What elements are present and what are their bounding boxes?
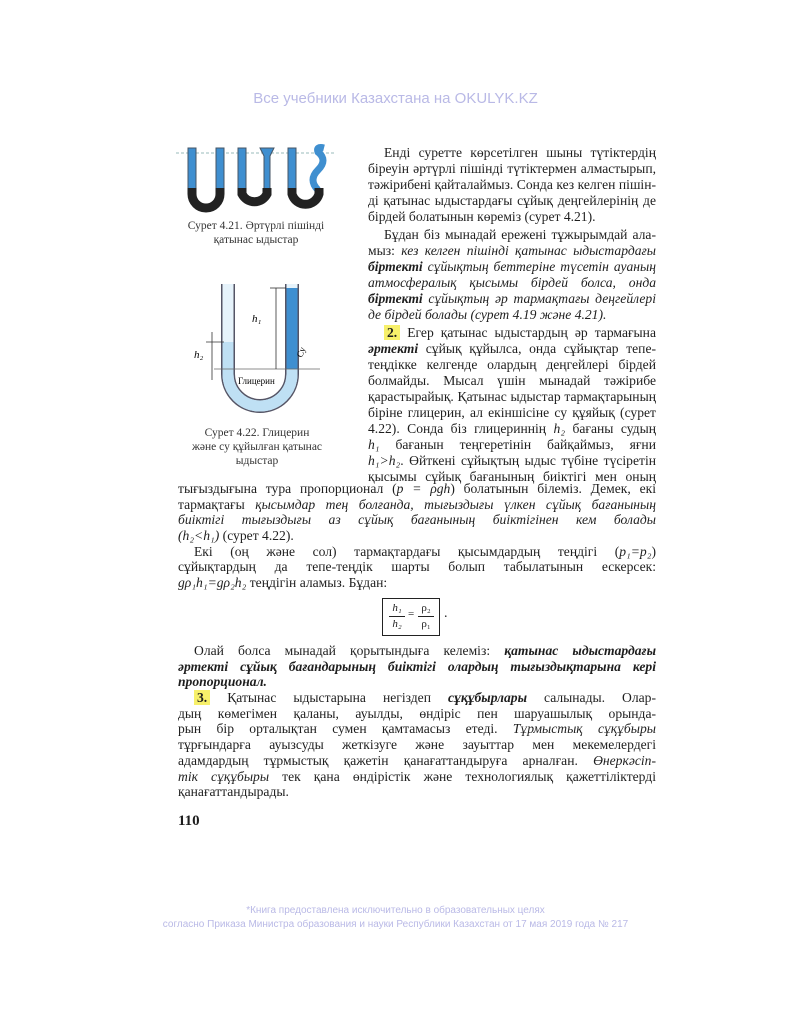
text-line [368,307,656,323]
text-run: сұйықтың беттеріне түсетін ауаның [422,259,656,274]
text-line [178,721,656,737]
text-line [178,769,656,785]
text-line [368,421,656,437]
text-line [368,341,656,357]
text-run: қанағаттандырады. [178,784,289,800]
text-run: салынады. Олар- [527,690,656,706]
watermark: Все учебники Казахстана на OKULYK.KZ [253,90,538,107]
text-line [368,405,656,421]
text-run: рын бір орталықтан сумен қамтамасыз етеді. [178,721,513,737]
caption-line: қатынас ыдыстар [213,234,299,246]
text-line [368,325,656,341]
text-line [178,528,656,544]
figure-4-22-caption [182,426,332,468]
h1-label: h₁ [252,313,262,325]
text-run: ді қатынас ыдыстардағы сұйық деңгейлерінің де [368,193,656,208]
text-line [178,737,656,753]
text-run: болмайды. Мысал үшін мынадай тәжірибе [368,373,656,388]
text-run: атмосфералық қысымы бірдей болса, онда [368,275,656,290]
text-line [178,659,656,675]
text-run: әртекті [368,341,419,356]
text-line [368,259,656,275]
text-run: сұйықтың әр тармақтағы деңгейлері [422,291,656,306]
text-line [368,227,656,243]
highlighted-number: 2. [384,325,400,340]
text-line [368,209,656,225]
text-line [368,357,656,373]
formula-period: . [444,606,448,621]
text-run: тармақтағы [178,496,256,512]
text-run: тек қана өндірістік және технологиялық қажеттіліктерді [269,768,656,784]
text-run: дың көмегімен қаланы, ауылды, өндіріс пен шаруашылық орында- [178,705,656,721]
text-run: кез келген пішінді қатынас ыдыстардағы [401,243,657,258]
text-run: біртекті [368,291,423,306]
caption-line: және су құйылған қатынас [191,441,323,453]
formula-equals: = [408,608,415,620]
text-run: (h₂<h₁) [178,528,220,544]
text-run: ) болатынын білеміз. Демек, екі [450,481,656,496]
text-run: сұқұбырлары [447,690,527,706]
text-line [368,275,656,291]
highlighted-number: 3. [194,690,210,705]
text-run: h₁ [368,437,380,452]
figure-4-21-caption [176,219,336,247]
formula-denominator: ρ₁ [418,616,434,632]
text-run: сұйықтардың да тепе-теңдік шарты болып табылатынын ескерсек: [178,559,656,575]
text-line [178,706,656,722]
tube-1 [188,148,224,208]
footer-notice: согласно Приказа Министра образования и науки Республики Казахстан от 17 мая 2019 года № 217 [162,919,629,930]
text-run: бағанын теңгеретінін байқаймыз, яғни [379,437,656,452]
text-run: тұрғындарға ауызсуды жеткізуге және зауыттар мен мекемелердегі [178,737,656,753]
formula-denominator: h₂ [389,616,405,632]
text-run: Егер қатынас ыдыстардың әр тармағына [400,325,656,340]
text-line [368,243,656,259]
full-width-text-2 [178,643,656,800]
formula-box [382,598,440,636]
text-run: теңдікке келгенде олардың деңгейлері бірдей [368,357,656,372]
text-line [178,481,656,497]
text-run: h₁>h₂ [368,453,401,468]
text-line [178,575,656,591]
text-run: тығыздығына тура пропорционал ( [178,481,397,496]
text-line [178,674,656,690]
text-run: p₁=p₂ [619,543,652,559]
text-run: Олай болса мынадай қорытындыға келеміз: [194,643,505,658]
text-line [368,177,656,193]
text-line [178,544,656,560]
text-line [178,643,656,659]
text-line [368,453,656,469]
figure-4-21-tubes [176,144,336,216]
text-run: адамдардың тұрмыстық қажетін қанағаттандыруға арналған. [178,752,594,768]
text-line [368,389,656,405]
text-run: қысымы сұйық бағанының биіктігі мен оның [368,469,656,484]
text-run: пропорционал. [178,674,267,690]
text-run: сұйық құйылса, онда сұйықтар тепе- [418,341,656,356]
text-run: тік сұқұбыры [178,768,270,784]
text-line [368,145,656,161]
text-line [368,373,656,389]
text-run: біреуін әртүрлі пішінді түтіктермен алмастырып, [368,161,656,176]
formula-numerator: ρ₂ [421,602,431,614]
footer-notice: *Книга предоставлена исключительно в образовательных целях [246,905,545,916]
text-run: Қатынас ыдыстарына негіздеп [210,690,448,706]
text-line [178,690,656,706]
tube-2 [238,148,274,202]
text-line [368,291,656,307]
caption-line: Сурет 4.22. Глицерин [204,427,310,439]
text-run: Енді суретте көрсетілген шыны түтіктердің [384,145,656,160]
text-run: қарастырайық. Қатынас ыдыстар тармақтарының [368,389,656,404]
text-run: . Өйткені сұйықтың ыдыс түбіне түсіретін [400,453,656,468]
h2-label: h₂ [194,349,204,361]
text-run: Екі (оң және сол) тармақтардағы қысымдардың теңдігі ( [194,543,620,559]
page-number: 110 [178,813,200,829]
text-run: мыз: [368,243,402,258]
text-line [178,559,656,575]
caption-line: Сурет 4.21. Әртүрлі пішінді [187,220,325,232]
right-column-text [368,145,656,485]
water-label: Су [294,345,308,359]
text-line [178,512,656,528]
text-line [368,161,656,177]
text-run: бірдей болатынын көреміз (сурет 4.21). [368,209,596,224]
text-run: біртекті [368,259,423,274]
formula-numerator: h₁ [392,602,402,614]
figure-4-22-tube [190,280,320,420]
glycerin-label: Глицерин [238,376,275,386]
text-run: тәжірибені қайталаймыз. Сонда кез келген пішін- [368,177,656,192]
text-run: gρ₁h₁=gρ₂h₂ [178,575,247,591]
text-run: ) [651,543,656,559]
text-run: әртекті сұйық бағандарының биіктігі олардың тығыздықтарына кері [178,658,656,674]
caption-line: ыдыстар [235,455,279,467]
text-run: (сурет 4.22). [219,528,294,544]
text-run: қысымдар тең болғанда, тығыздығы үлкен сұйық бағанының [255,496,656,512]
text-run: де бірдей болады (сурет 4.19 және 4.21). [368,307,607,322]
text-run: бағаны судың [565,421,656,436]
text-run: біріне глицерин, ал екіншісіне су құяйық (сурет [368,405,656,420]
text-line [368,193,656,209]
text-run: h₂ [553,421,566,436]
text-run: Өнеркәсіп- [593,752,656,768]
text-line [178,753,656,769]
text-line [368,437,656,453]
text-line [178,497,656,513]
text-run: 4.22). Сонда біз глицериннің [368,421,554,436]
text-run: Бұдан біз мынадай ережені тұжырымдай ала- [384,227,656,242]
text-run: p = ρgh [396,481,451,496]
text-run: қатынас ыдыстардағы [504,643,657,658]
text-line [178,784,656,800]
full-width-text-1 [178,481,656,591]
tube-3 [288,148,324,205]
text-run: Тұрмыстық сұқұбыры [512,721,656,737]
text-run: биіктігі тығыздығы аз сұйық бағанының биіктігінен кем болады [178,512,656,528]
text-run: теңдігін аламыз. Бұдан: [246,575,388,591]
